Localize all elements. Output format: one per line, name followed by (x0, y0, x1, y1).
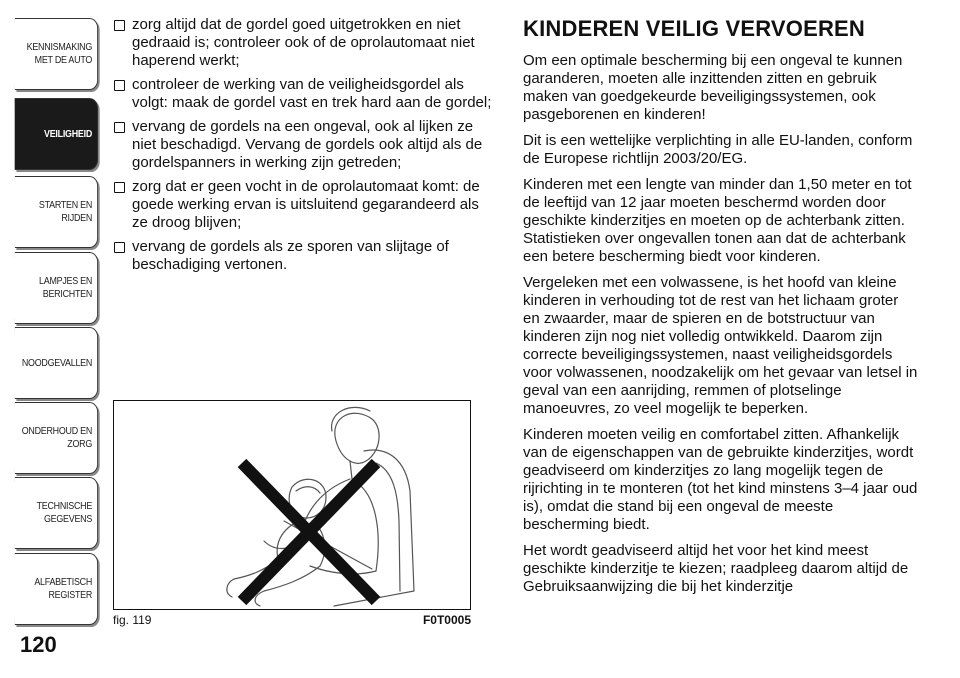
bullet-text: zorg dat er geen vocht in de oprolautomaat komt: de goede werking ervan is uitsluitend gegarandeerd als ze droog blijven; (132, 178, 480, 231)
adult-holding-child-illustration (114, 401, 470, 609)
list-item (114, 16, 498, 70)
right-column (523, 16, 918, 604)
paragraph: Dit is een wettelijke verplichting in alle EU-landen, conform de Europese richtlijn 2003/20/EG. (523, 132, 913, 167)
list-item (114, 118, 498, 172)
figure-code: F0T0005 (422, 613, 471, 627)
tab-label: NOODGEVALLEN (21, 356, 93, 369)
tab-onderhoud-en-zorg[interactable] (15, 402, 98, 474)
bullet-text: vervang de gordels na een ongeval, ook al lijken ze niet beschadigd. Vervang de gordels ook altijd als de gordelspanners in werking zijn getreden; (132, 118, 483, 171)
checkbox-bullet-icon (114, 80, 125, 91)
tab-label: TECHNISCHE GEGEVENS (36, 500, 93, 525)
checkbox-bullet-icon (114, 20, 125, 31)
checkbox-bullet-icon (114, 242, 125, 253)
paragraph: Om een optimale bescherming bij een ongeval te kunnen garanderen, moeten alle inzittenden zitten en gebruik maken van goedgekeurde beveiligingssystemen, ook pasgeborenen en kinderen! (523, 52, 903, 123)
tab-label: KENNISMAKING MET DE AUTO (26, 41, 93, 66)
paragraph: Vergeleken met een volwassene, is het hoofd van kleine kinderen in verhouding tot de rest van het lichaam groter en zwaarder, maar de spieren en de botstructuur van kinderen zijn nog niet volledig ontwikkeld. Daarom zijn correcte beveiligingssystemen, naast veiligheidsgordels voor volwassenen, noodzakelijk om het gevaar van letsel in geval van een aanrijding, remmen of plotselinge manoeuvres, zo veel mogelijk te beperken. (523, 274, 918, 417)
figure-illustration (113, 400, 471, 610)
paragraph: Kinderen moeten veilig en comfortabel zitten. Afhankelijk van de eigenschappen van de gebruikte kinderzitjes, wordt geadviseerd om kinderzitjes zo lang mogelijk tegen de rijrichting in te monteren (tot het kind minstens 3–4 jaar oud is), omdat die stand bij een ongeval de meeste bescherming biedt. (523, 426, 918, 533)
tab-label: LAMPJES EN BERICHTEN (39, 275, 93, 300)
list-item (114, 76, 498, 112)
tab-label: STARTEN EN RIJDEN (38, 199, 93, 224)
bullet-list (114, 16, 498, 280)
figure-caption: fig. 119 (113, 613, 152, 627)
bullet-text: zorg altijd dat de gordel goed uitgetrokken en niet gedraaid is; controleer ook of de oprolautomaat niet haperend werkt; (132, 16, 475, 69)
tab-technische-gegevens[interactable] (15, 477, 98, 549)
checkbox-bullet-icon (114, 182, 125, 193)
tab-label: ONDERHOUD EN ZORG (21, 425, 93, 450)
tab-label: VEILIGHEID (44, 127, 93, 140)
tab-lampjes-en-berichten[interactable] (15, 252, 98, 324)
tab-label: ALFABETISCH REGISTER (34, 576, 93, 601)
section-title: KINDEREN VEILIG VERVOEREN (523, 16, 865, 41)
tab-kennismaking[interactable] (15, 18, 98, 90)
tab-starten-en-rijden[interactable] (15, 176, 98, 248)
list-item (114, 178, 498, 232)
bullet-text: controleer de werking van de veiligheidsgordel als volgt: maak de gordel vast en trek hard aan de gordel; (132, 76, 492, 111)
checkbox-bullet-icon (114, 122, 125, 133)
paragraph: Het wordt geadviseerd altijd het voor het kind meest geschikte kinderzitje te kiezen; raadpleeg daarom altijd de Gebruiksaanwijzing die bij het kinderzitje (523, 542, 909, 595)
paragraph: Kinderen met een lengte van minder dan 1,50 meter en tot de leeftijd van 12 jaar moeten beschermd worden door geschikte kinderzitjes en moeten op de achterbank zitten. Statistieken over ongevallen tonen aan dat de achterbank een betere bescherming biedt voor kinderen. (523, 176, 912, 265)
page-number: 120 (20, 632, 57, 657)
tab-veiligheid[interactable] (15, 98, 98, 170)
tab-alfabetisch-register[interactable] (15, 553, 98, 625)
bullet-text: vervang de gordels als ze sporen van slijtage of beschadiging vertonen. (132, 238, 449, 273)
tab-noodgevallen[interactable] (15, 327, 98, 399)
list-item (114, 238, 498, 274)
